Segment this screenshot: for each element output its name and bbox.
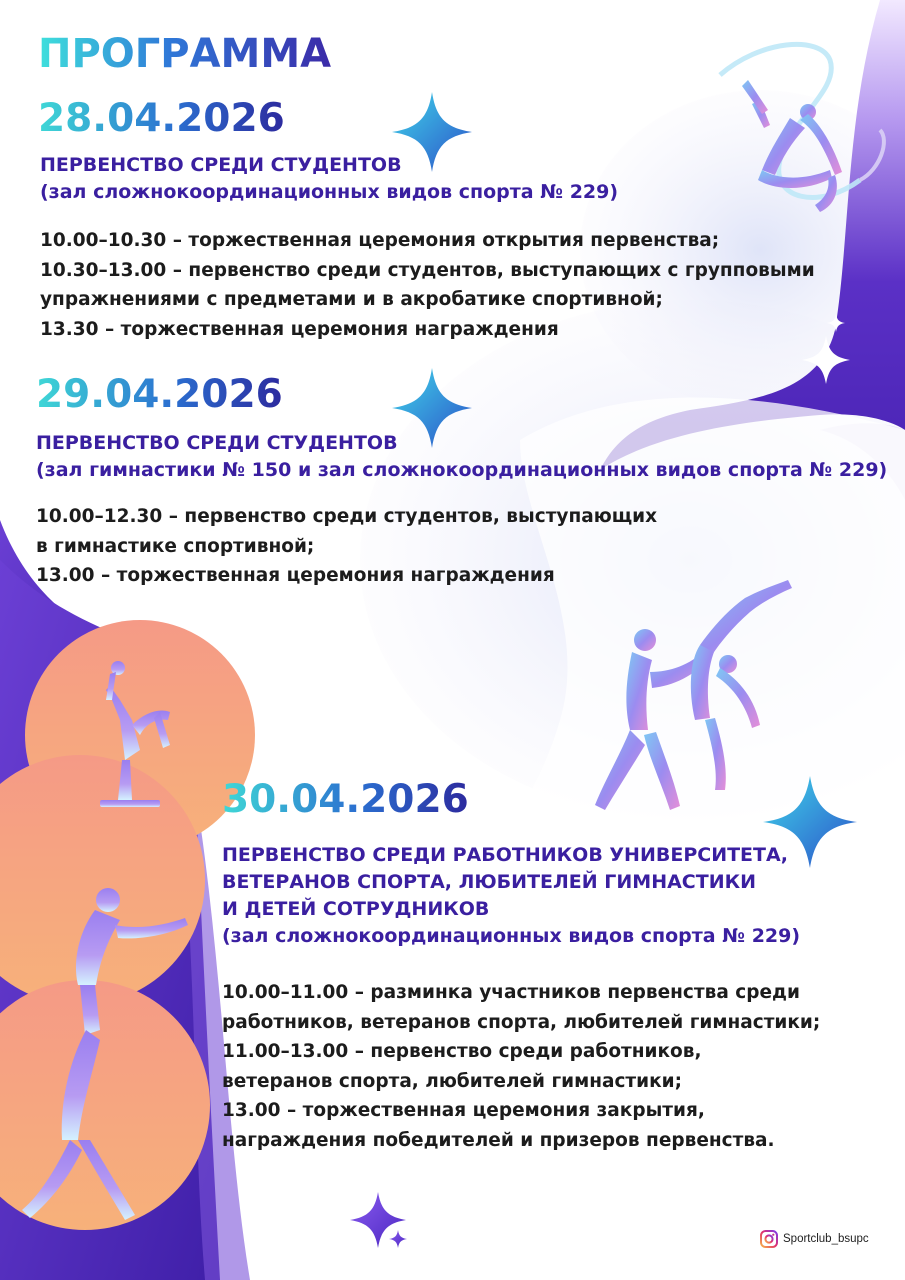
day-2-schedule bbox=[36, 502, 657, 591]
instagram-handle[interactable]: Sportclub_bsupc bbox=[783, 1233, 869, 1245]
instagram-icon bbox=[760, 1230, 778, 1248]
schedule-line: 10.30–13.00 – первенство среди студентов, выступающих с групповыми bbox=[40, 259, 815, 281]
schedule-line: упражнениями с предметами и в акробатике спортивной; bbox=[40, 289, 663, 310]
day-1-date: 28.04.2026 bbox=[38, 96, 285, 141]
schedule-line: работников, ветеранов спорта, любителей гимнастики; bbox=[222, 1011, 821, 1033]
schedule-line: 13.30 – торжественная церемония награждения bbox=[40, 318, 559, 340]
schedule-line: 13.00 – торжественная церемония закрытия, bbox=[222, 1100, 705, 1121]
day-1-venue: (зал сложнокоординационных видов спорта № 229) bbox=[40, 181, 619, 203]
day-1-event-line: ПЕРВЕНСТВО СРЕДИ СТУДЕНТОВ bbox=[40, 154, 402, 176]
day-2-event bbox=[36, 430, 887, 484]
day-3-schedule bbox=[222, 978, 820, 1155]
day-3-event bbox=[222, 842, 800, 950]
day-1-event bbox=[40, 152, 618, 206]
day-3-event-line: ПЕРВЕНСТВО СРЕДИ РАБОТНИКОВ УНИВЕРСИТЕТА, bbox=[222, 844, 788, 866]
schedule-line: награждения победителей и призеров первенства. bbox=[222, 1129, 775, 1151]
schedule-line: 10.00–12.30 – первенство среди студентов, выступающих bbox=[36, 506, 658, 527]
schedule-line: 10.00–10.30 – торжественная церемония открытия первенства; bbox=[40, 230, 720, 251]
day-3-date: 30.04.2026 bbox=[222, 777, 469, 822]
instagram-footer[interactable] bbox=[760, 1228, 869, 1250]
schedule-line: в гимнастике спортивной; bbox=[36, 535, 315, 557]
day-2-venue: (зал гимнастики № 150 и зал сложнокоординационных видов спорта № 229) bbox=[36, 459, 888, 481]
day-2-date: 29.04.2026 bbox=[36, 372, 283, 417]
day-3-event-line: И ДЕТЕЙ СОТРУДНИКОВ bbox=[222, 898, 490, 920]
day-3-venue: (зал сложнокоординационных видов спорта № 229) bbox=[222, 925, 801, 947]
schedule-line: 11.00–13.00 – первенство среди работников, bbox=[222, 1041, 702, 1062]
day-3-event-line: ВЕТЕРАНОВ СПОРТА, ЛЮБИТЕЛЕЙ ГИМНАСТИКИ bbox=[222, 871, 757, 893]
schedule-line: 13.00 – торжественная церемония награждения bbox=[36, 565, 555, 586]
schedule-line: 10.00–11.00 – разминка участников первенства среди bbox=[222, 982, 800, 1003]
program-title: ПРОГРАММА bbox=[38, 31, 332, 77]
day-2-event-line: ПЕРВЕНСТВО СРЕДИ СТУДЕНТОВ bbox=[36, 432, 398, 454]
schedule-line: ветеранов спорта, любителей гимнастики; bbox=[222, 1070, 683, 1092]
day-1-schedule bbox=[40, 226, 815, 344]
